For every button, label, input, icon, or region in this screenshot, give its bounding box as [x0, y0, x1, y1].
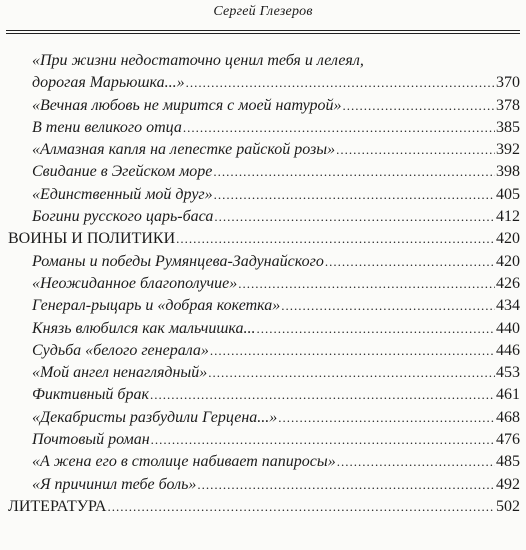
toc-leader-dots	[336, 139, 495, 161]
toc-page-number: 453	[496, 364, 520, 382]
toc-leader-dots	[214, 184, 495, 206]
toc-entry-title: Судьба «белого генерала»	[32, 341, 209, 359]
toc-leader-dots	[214, 206, 495, 228]
toc-entry-title: Генерал-рыцарь и «добрая кокетка»	[32, 297, 281, 315]
toc-page-number: 461	[496, 386, 520, 404]
toc-entry-title: Свидание в Эгейском море	[32, 163, 213, 181]
toc-leader-dots	[343, 95, 495, 117]
toc-page-number: 476	[496, 431, 520, 449]
toc-page-number: 426	[496, 274, 520, 292]
toc-section-heading	[8, 228, 520, 250]
toc-leader-dots	[257, 318, 496, 340]
table-of-contents	[0, 50, 526, 518]
toc-entry	[32, 251, 520, 273]
toc-leader-dots	[186, 72, 495, 94]
header-rule-top	[6, 30, 520, 31]
toc-page-number: 412	[496, 208, 520, 226]
toc-entry-title: «Единственный мой друг»	[32, 185, 213, 203]
toc-entry	[32, 184, 520, 206]
toc-entry	[32, 206, 520, 228]
toc-page-number: 405	[496, 185, 520, 203]
toc-entry-title: Князь влюбился как мальчишка...	[32, 319, 256, 337]
toc-page-number: 446	[496, 341, 520, 359]
toc-page-number: 370	[496, 74, 520, 92]
toc-section-title: ВОИНЫ И ПОЛИТИКИ	[8, 230, 176, 248]
toc-entry	[32, 139, 520, 161]
toc-leader-dots	[150, 384, 495, 406]
toc-entry-title-line1: «При жизни недостаточно ценил тебя и лелеял,	[32, 52, 364, 69]
toc-entry-title: «Мой ангел ненаглядный»	[32, 364, 208, 382]
toc-entry-title: Богини русского царь-баса	[32, 208, 214, 226]
toc-entry-title: «А жена его в столице набивает папиросы»	[32, 453, 336, 471]
toc-entry-title: «Я причинил тебе боль»	[32, 475, 197, 493]
toc-entry	[32, 95, 520, 117]
toc-page-number: 492	[496, 475, 520, 493]
toc-page-number: 420	[496, 230, 520, 248]
toc-entry-title: Романы и победы Румянцева-Задунайского	[32, 252, 324, 270]
toc-entry	[32, 407, 520, 429]
toc-page-number: 392	[496, 141, 520, 159]
toc-page-number: 420	[496, 252, 520, 270]
toc-entry	[32, 273, 520, 295]
toc-leader-dots	[107, 496, 495, 518]
toc-page-number: 440	[496, 319, 520, 337]
toc-leader-dots	[208, 362, 495, 384]
toc-entry	[32, 161, 520, 183]
toc-leader-dots	[183, 117, 495, 139]
toc-leader-dots	[281, 295, 495, 317]
toc-entry	[32, 318, 520, 340]
running-head: Сергей Глезеров	[213, 4, 313, 19]
toc-entry	[32, 340, 520, 362]
toc-entry	[32, 451, 520, 473]
toc-leader-dots	[151, 429, 495, 451]
header-rule-bottom	[6, 33, 520, 34]
toc-section-heading	[8, 496, 520, 518]
toc-entry	[32, 50, 520, 95]
toc-leader-dots	[176, 228, 495, 250]
toc-entry	[32, 474, 520, 496]
toc-entry	[32, 295, 520, 317]
toc-entry	[32, 362, 520, 384]
toc-page-number: 485	[496, 453, 520, 471]
toc-entry	[32, 117, 520, 139]
toc-page-number: 434	[496, 297, 520, 315]
toc-entry-title: В тени великого отца	[32, 118, 182, 136]
toc-page-number: 378	[496, 96, 520, 114]
toc-entry-title: «Алмазная капля на лепестке райской розы»	[32, 141, 336, 159]
toc-entry-title: Почтовый роман	[32, 431, 150, 449]
toc-leader-dots	[210, 340, 495, 362]
toc-entry-title: «Декабристы разбудили Герцена...»	[32, 408, 278, 426]
toc-leader-dots	[278, 407, 495, 429]
toc-leader-dots	[325, 251, 495, 273]
toc-entry-title: Фиктивный брак	[32, 386, 149, 404]
toc-page-number: 468	[496, 408, 520, 426]
toc-entry	[32, 384, 520, 406]
toc-section-title: ЛИТЕРАТУРА	[8, 497, 107, 515]
toc-leader-dots	[213, 161, 495, 183]
toc-page-number: 385	[496, 118, 520, 136]
toc-entry-title: «Вечная любовь не мирится с моей натурой»	[32, 96, 342, 114]
toc-entry-title: дорогая Марьюшка...»	[32, 74, 185, 92]
toc-page-number: 502	[496, 497, 520, 515]
toc-leader-dots	[337, 451, 495, 473]
toc-page-number: 398	[496, 163, 520, 181]
toc-leader-dots	[238, 273, 495, 295]
toc-entry	[32, 429, 520, 451]
toc-leader-dots	[197, 474, 495, 496]
toc-entry-title: «Неожиданное благополучие»	[32, 274, 238, 292]
